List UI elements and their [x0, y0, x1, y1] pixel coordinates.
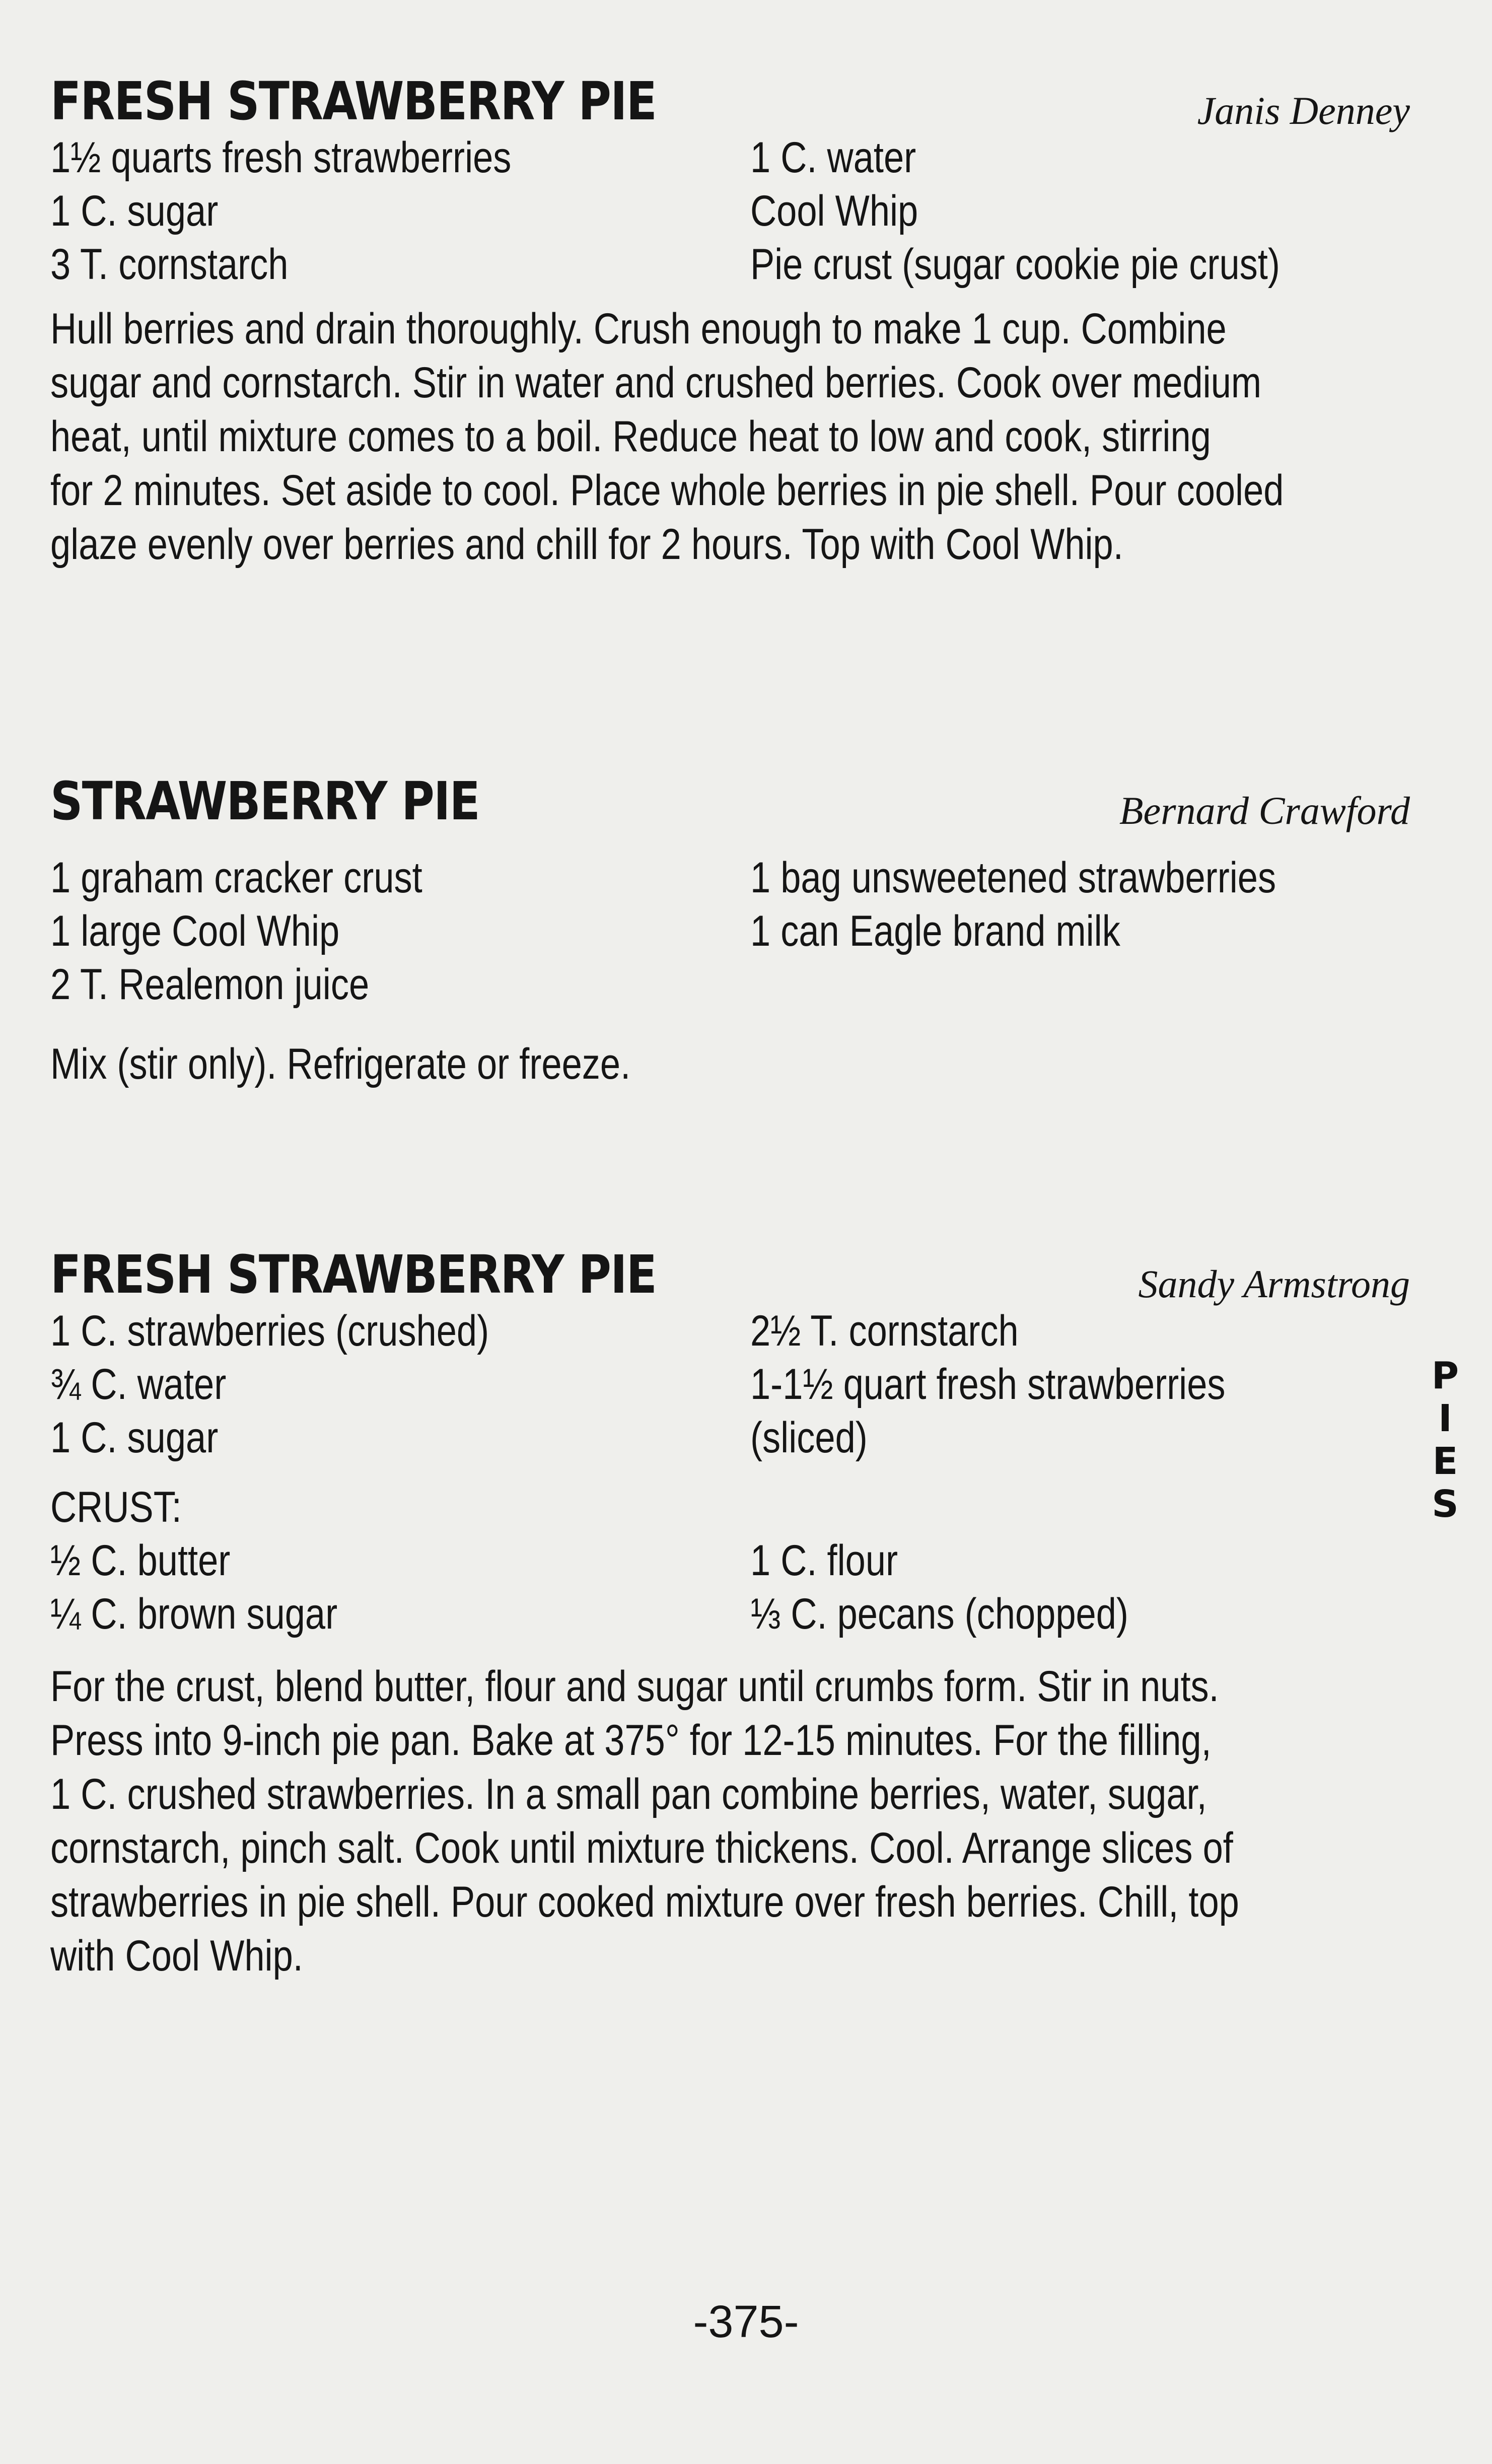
recipe-header: [50, 1234, 1410, 1304]
ingredients-right-column: [750, 1304, 1410, 1464]
crust-right-column: [750, 1534, 1410, 1641]
ingredient-line: 1 C. strawberries (crushed): [50, 1307, 489, 1355]
crust-ingredients: [50, 1534, 1410, 1660]
recipe-directions: [50, 1660, 1404, 1983]
recipe-fresh-strawberry-pie-armstrong: [50, 1234, 1410, 1983]
ingredients-right-column: [750, 131, 1410, 291]
section-tab-letter: E: [1432, 1440, 1458, 1483]
recipe-author: Janis Denney: [1197, 89, 1410, 132]
direction-line: Press into 9-inch pie pan. Bake at 375° for 12-15 minutes. For the filling,: [50, 1716, 1212, 1765]
crust-left-column: [50, 1534, 745, 1641]
recipe-title: STRAWBERRY PIE: [50, 770, 480, 832]
direction-line: glaze evenly over berries and chill for 2 hours. Top with Cool Whip.: [50, 520, 1123, 569]
ingredients: [50, 131, 1410, 302]
ingredient-line: ½ C. butter: [50, 1536, 231, 1585]
ingredient-line: 2 T. Realemon juice: [50, 960, 370, 1009]
section-tab-letter: I: [1438, 1397, 1452, 1440]
recipe-author: Sandy Armstrong: [1138, 1262, 1410, 1306]
ingredient-line: 1½ quarts fresh strawberries: [50, 133, 512, 182]
direction-line: for 2 minutes. Set aside to cool. Place whole berries in pie shell. Pour cooled: [50, 466, 1284, 515]
ingredient-line: 1-1½ quart fresh strawberries: [750, 1360, 1226, 1409]
ingredient-line: ¾ C. water: [50, 1360, 227, 1409]
direction-line: with Cool Whip.: [50, 1932, 303, 1980]
ingredient-line: ¼ C. brown sugar: [50, 1590, 338, 1638]
ingredient-line: ⅓ C. pecans (chopped): [750, 1590, 1128, 1638]
ingredients-left-column: [50, 131, 745, 291]
section-tab-pies: [1425, 1355, 1465, 1526]
ingredients-right-column: [750, 851, 1410, 958]
ingredient-line: Cool Whip: [750, 187, 918, 235]
ingredients: [50, 1304, 1410, 1481]
recipe-title: FRESH STRAWBERRY PIE: [50, 71, 657, 132]
ingredient-line: 3 T. cornstarch: [50, 240, 289, 289]
recipe-fresh-strawberry-pie-denney: [50, 60, 1410, 572]
page-number: -375-: [693, 2297, 799, 2347]
recipe-strawberry-pie-crawford: [50, 760, 1410, 1091]
ingredient-line: 1 C. flour: [750, 1536, 898, 1585]
ingredient-line: 1 C. sugar: [50, 187, 219, 235]
recipe-header: [50, 760, 1410, 851]
direction-line: 1 C. crushed strawberries. In a small pan combine berries, water, sugar,: [50, 1770, 1207, 1818]
recipe-directions: [50, 302, 1404, 572]
ingredient-line: 2½ T. cornstarch: [750, 1307, 1019, 1355]
recipe-directions: [50, 1037, 1404, 1091]
recipe-author: Bernard Crawford: [1119, 789, 1410, 832]
direction-line: sugar and cornstarch. Stir in water and crushed berries. Cook over medium: [50, 359, 1262, 407]
ingredients: [50, 851, 1410, 1037]
direction-line: cornstarch, pinch salt. Cook until mixture thickens. Cool. Arrange slices of: [50, 1824, 1233, 1872]
ingredients-left-column: [50, 1304, 745, 1464]
ingredient-line: 1 can Eagle brand milk: [750, 907, 1120, 955]
section-tab-letter: S: [1432, 1483, 1459, 1526]
recipe-header: [50, 60, 1410, 131]
ingredient-line: 1 C. water: [750, 133, 916, 182]
recipe-title: FRESH STRAWBERRY PIE: [50, 1244, 657, 1305]
direction-line: For the crust, blend butter, flour and sugar until crumbs form. Stir in nuts.: [50, 1662, 1219, 1711]
ingredient-line: 1 large Cool Whip: [50, 907, 340, 955]
direction-line: Mix (stir only). Refrigerate or freeze.: [50, 1040, 631, 1088]
crust-label: CRUST:: [50, 1483, 182, 1531]
direction-line: heat, until mixture comes to a boil. Reduce heat to low and cook, stirring: [50, 412, 1211, 461]
section-tab-letter: P: [1431, 1354, 1459, 1397]
direction-line: strawberries in pie shell. Pour cooked mixture over fresh berries. Chill, top: [50, 1878, 1239, 1926]
ingredient-line: 1 C. sugar: [50, 1414, 219, 1462]
direction-line: Hull berries and drain thoroughly. Crush enough to make 1 cup. Combine: [50, 305, 1227, 353]
ingredient-line: (sliced): [750, 1414, 868, 1462]
ingredient-line: Pie crust (sugar cookie pie crust): [750, 240, 1280, 289]
ingredient-line: 1 graham cracker crust: [50, 854, 422, 902]
ingredient-line: 1 bag unsweetened strawberries: [750, 854, 1276, 902]
ingredients-left-column: [50, 851, 745, 1011]
